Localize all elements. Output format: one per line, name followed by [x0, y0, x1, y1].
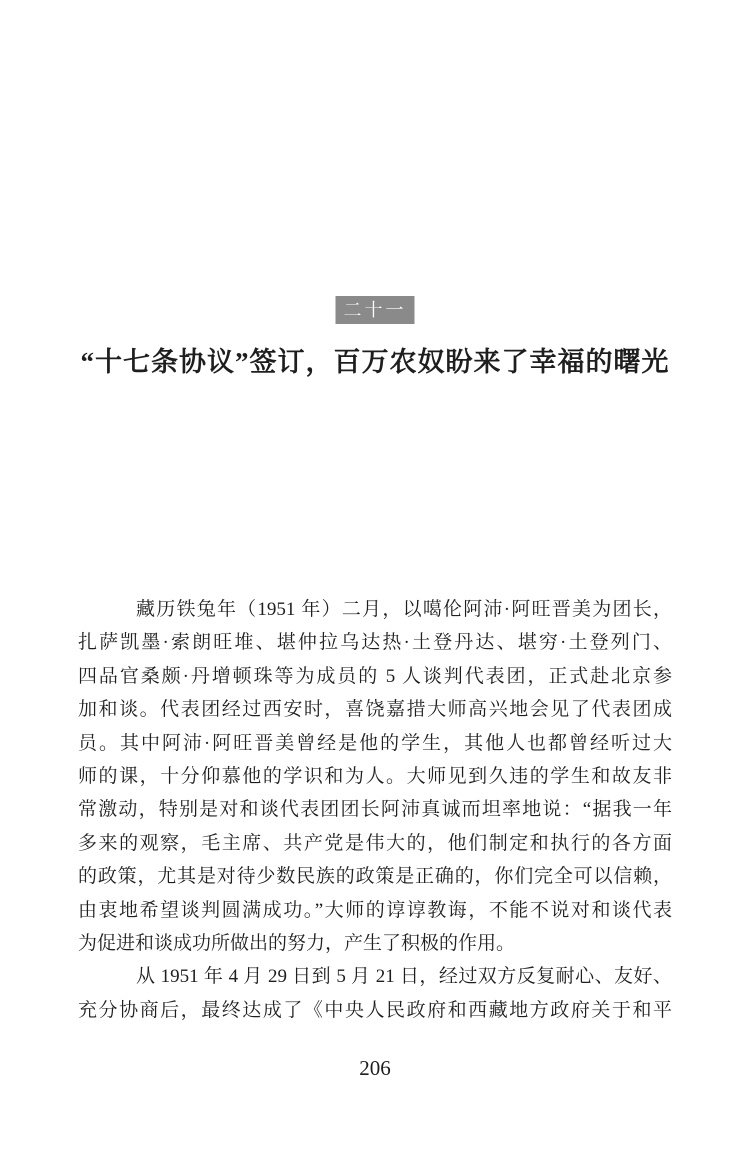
- chapter-number-box: [336, 296, 415, 324]
- chapter-number: 二十一: [343, 300, 407, 320]
- body-line: 充分协商后，最终达成了《中央人民政府和西藏地方政府关于和平: [78, 999, 672, 1021]
- body-line: 扎萨凯墨·索朗旺堆、堪仲拉乌达热·土登丹达、堪穷·土登列门、: [78, 632, 672, 654]
- body-line: 从 1951 年 4 月 29 日到 5 月 21 日，经过双方反复耐心、友好、: [136, 966, 672, 988]
- body-line: 员。其中阿沛·阿旺晋美曾经是他的学生，其他人也都曾经听过大: [78, 732, 672, 754]
- body-line: 的政策，尤其是对待少数民族的政策是正确的，你们完全可以信赖，: [78, 866, 672, 888]
- page-number: 206: [359, 1056, 391, 1080]
- chapter-title: “十七条协议”签订，百万农奴盼来了幸福的曙光: [80, 347, 670, 377]
- body-line: 藏历铁兔年（1951 年）二月，以噶伦阿沛·阿旺晋美为团长，: [136, 599, 672, 620]
- body-line: 由衷地希望谈判圆满成功。”大师的谆谆教诲，不能不说对和谈代表: [78, 899, 672, 921]
- body-line: 为促进和谈成功所做出的努力，产生了积极的作用。: [78, 932, 516, 954]
- body-line: 多来的观察，毛主席、共产党是伟大的，他们制定和执行的各方面: [78, 832, 672, 854]
- body-line: 加和谈。代表团经过西安时，喜饶嘉措大师高兴地会见了代表团成: [78, 699, 672, 721]
- body-line: 师的课，十分仰慕他的学识和为人。大师见到久违的学生和故友非: [78, 765, 672, 787]
- body-text: [78, 593, 672, 1027]
- body-line: 常激动，特别是对和谈代表团团长阿沛真诚而坦率地说：“据我一年: [78, 799, 672, 821]
- body-line: 四品官桑颇·丹增顿珠等为成员的 5 人谈判代表团，正式赴北京参: [78, 665, 672, 687]
